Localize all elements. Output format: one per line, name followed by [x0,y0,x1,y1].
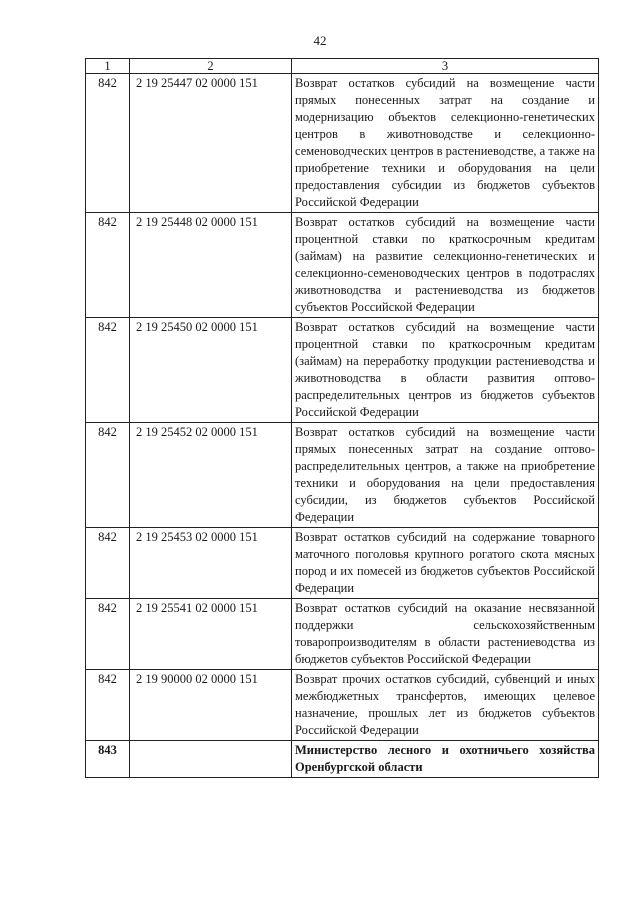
table-header-row [86,59,599,74]
page-number: 42 [313,33,327,48]
income-name-cell: Возврат остатков субсидий на возмещение части процентной ставки по краткосрочным кредитам (займам) на развитие селекционно-генетических и селекционно-семеноводческих центров в подотраслях животноводства и растениеводства из бюджетов субъектов Российской Федерации [292,213,599,318]
admin-code-cell: 843 [86,741,130,778]
table-row [86,318,599,423]
income-name-cell: Возврат остатков субсидий на возмещение части прямых понесенных затрат на создание и модернизацию объектов селекционно-генетических центров в животноводстве и селекционно-семеноводческих центров в растениеводстве, а также на приобретение техники и оборудования на цели предоставления субсидии из бюджетов субъектов Российской Федерации [292,74,599,213]
budget-code-cell: 2 19 25452 02 0000 151 [130,423,292,528]
admin-code-cell: 842 [86,528,130,599]
table-row [86,423,599,528]
income-name-cell: Возврат прочих остатков субсидий, субвенций и иных межбюджетных трансфертов, имеющих целевое назначение, прошлых лет из бюджетов субъектов Российской Федерации [292,670,599,741]
budget-code-cell [130,741,292,778]
table-row [86,74,599,213]
budget-code-cell: 2 19 25541 02 0000 151 [130,599,292,670]
table-row [86,528,599,599]
table-row-ministry [86,741,599,778]
budget-code-cell: 2 19 90000 02 0000 151 [130,670,292,741]
budget-code-cell: 2 19 25450 02 0000 151 [130,318,292,423]
income-name-cell: Возврат остатков субсидий на оказание несвязанной поддержки сельскохозяйственным товаропроизводителям в области растениеводства из бюджетов субъектов Российской Федерации [292,599,599,670]
income-name-cell: Возврат остатков субсидий на содержание товарного маточного поголовья крупного рогатого скота мясных пород и их помесей из бюджетов субъектов Российской Федерации [292,528,599,599]
budget-codes-table [85,58,599,778]
column-header-3: 3 [292,59,599,74]
admin-code-cell: 842 [86,670,130,741]
admin-code-cell: 842 [86,318,130,423]
table-row [86,670,599,741]
admin-code-cell: 842 [86,213,130,318]
income-name-cell: Возврат остатков субсидий на возмещение части процентной ставки по краткосрочным кредитам (займам) на переработку продукции растениеводства и животноводства в области развития оптово-распределительных центров из бюджетов субъектов Российской Федерации [292,318,599,423]
admin-code-cell: 842 [86,599,130,670]
budget-code-cell: 2 19 25447 02 0000 151 [130,74,292,213]
income-name-cell: Возврат остатков субсидий на возмещение части прямых понесенных затрат на создание оптово-распределительных центров, а также на приобретение техники и оборудования на цели предоставления субсидии, из бюджетов субъектов Российской Федерации [292,423,599,528]
table-row [86,213,599,318]
budget-code-cell: 2 19 25453 02 0000 151 [130,528,292,599]
admin-code-cell: 842 [86,74,130,213]
table-row [86,599,599,670]
budget-code-cell: 2 19 25448 02 0000 151 [130,213,292,318]
ministry-name-cell: Министерство лесного и охотничьего хозяйства Оренбургской области [292,741,599,778]
admin-code-cell: 842 [86,423,130,528]
column-header-1: 1 [86,59,130,74]
column-header-2: 2 [130,59,292,74]
